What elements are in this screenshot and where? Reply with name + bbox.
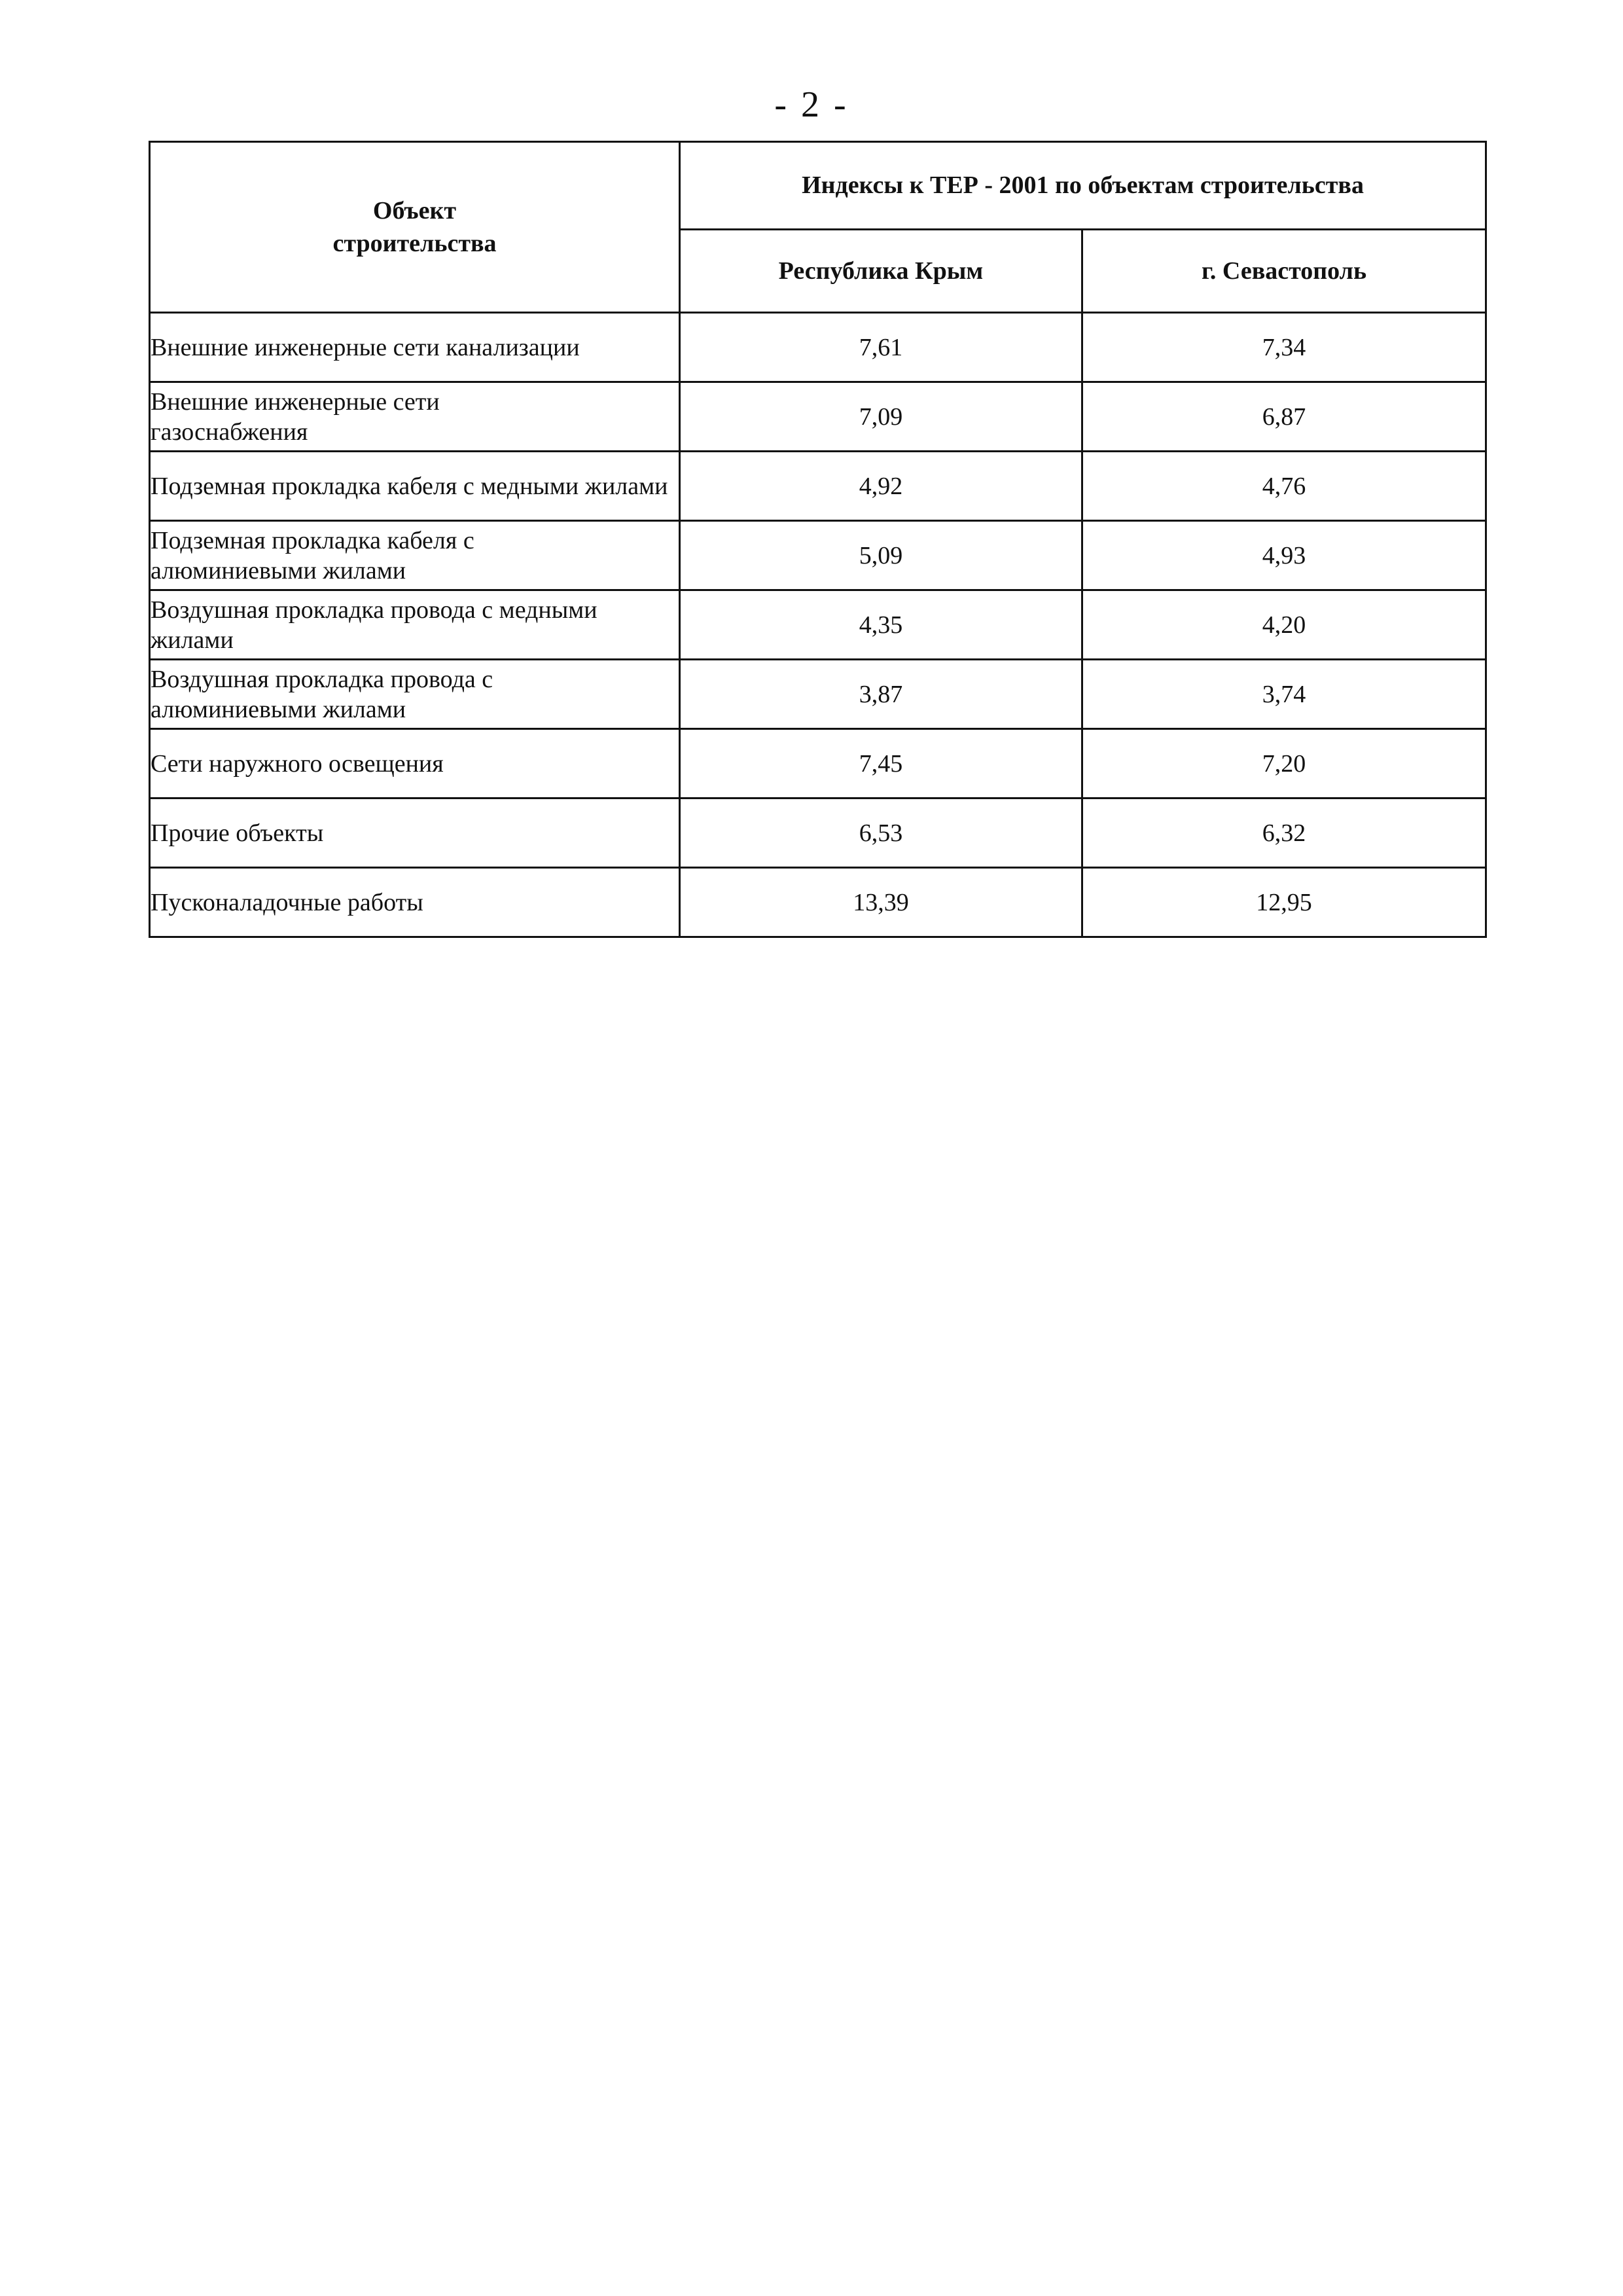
value-crimea: 7,45 (680, 729, 1082, 798)
object-name: Внешние инженерные сети канализации (150, 313, 680, 382)
value-sevastopol: 4,93 (1082, 521, 1486, 590)
value-crimea: 7,61 (680, 313, 1082, 382)
object-name: Воздушная прокладка провода с медными жилами (150, 590, 680, 660)
table-header-row (150, 142, 1486, 230)
value-sevastopol: 7,20 (1082, 729, 1486, 798)
value-crimea: 4,35 (680, 590, 1082, 660)
table-row (150, 521, 1486, 590)
object-name: Воздушная прокладка провода с алюминиевыми жилами (150, 660, 680, 729)
value-crimea: 5,09 (680, 521, 1082, 590)
header-region-sevastopol: г. Севастополь (1082, 229, 1486, 313)
header-object-label: Объект строительства (332, 197, 497, 257)
value-sevastopol: 6,32 (1082, 798, 1486, 868)
value-sevastopol: 4,20 (1082, 590, 1486, 660)
value-crimea: 4,92 (680, 452, 1082, 521)
value-sevastopol: 6,87 (1082, 382, 1486, 452)
object-name: Внешние инженерные сети газоснабжения (150, 382, 680, 452)
table-row (150, 452, 1486, 521)
value-sevastopol: 12,95 (1082, 868, 1486, 937)
page-number: - 2 - (774, 84, 849, 125)
value-crimea: 6,53 (680, 798, 1082, 868)
object-name: Подземная прокладка кабеля с медными жилами (150, 452, 680, 521)
construction-index-table (149, 141, 1487, 938)
table-row (150, 660, 1486, 729)
value-sevastopol: 4,76 (1082, 452, 1486, 521)
object-name: Подземная прокладка кабеля с алюминиевыми жилами (150, 521, 680, 590)
value-sevastopol: 3,74 (1082, 660, 1486, 729)
table-row (150, 590, 1486, 660)
header-object (150, 142, 680, 313)
header-index-group: Индексы к ТЕР - 2001 по объектам строительства (680, 142, 1486, 230)
table-row (150, 382, 1486, 452)
object-name: Прочие объекты (150, 798, 680, 868)
object-name: Сети наружного освещения (150, 729, 680, 798)
table-row (150, 729, 1486, 798)
header-region-crimea: Республика Крым (680, 229, 1082, 313)
object-name: Пусконаладочные работы (150, 868, 680, 937)
value-sevastopol: 7,34 (1082, 313, 1486, 382)
value-crimea: 13,39 (680, 868, 1082, 937)
value-crimea: 3,87 (680, 660, 1082, 729)
table-row (150, 798, 1486, 868)
value-crimea: 7,09 (680, 382, 1082, 452)
table-row (150, 313, 1486, 382)
table-row (150, 868, 1486, 937)
